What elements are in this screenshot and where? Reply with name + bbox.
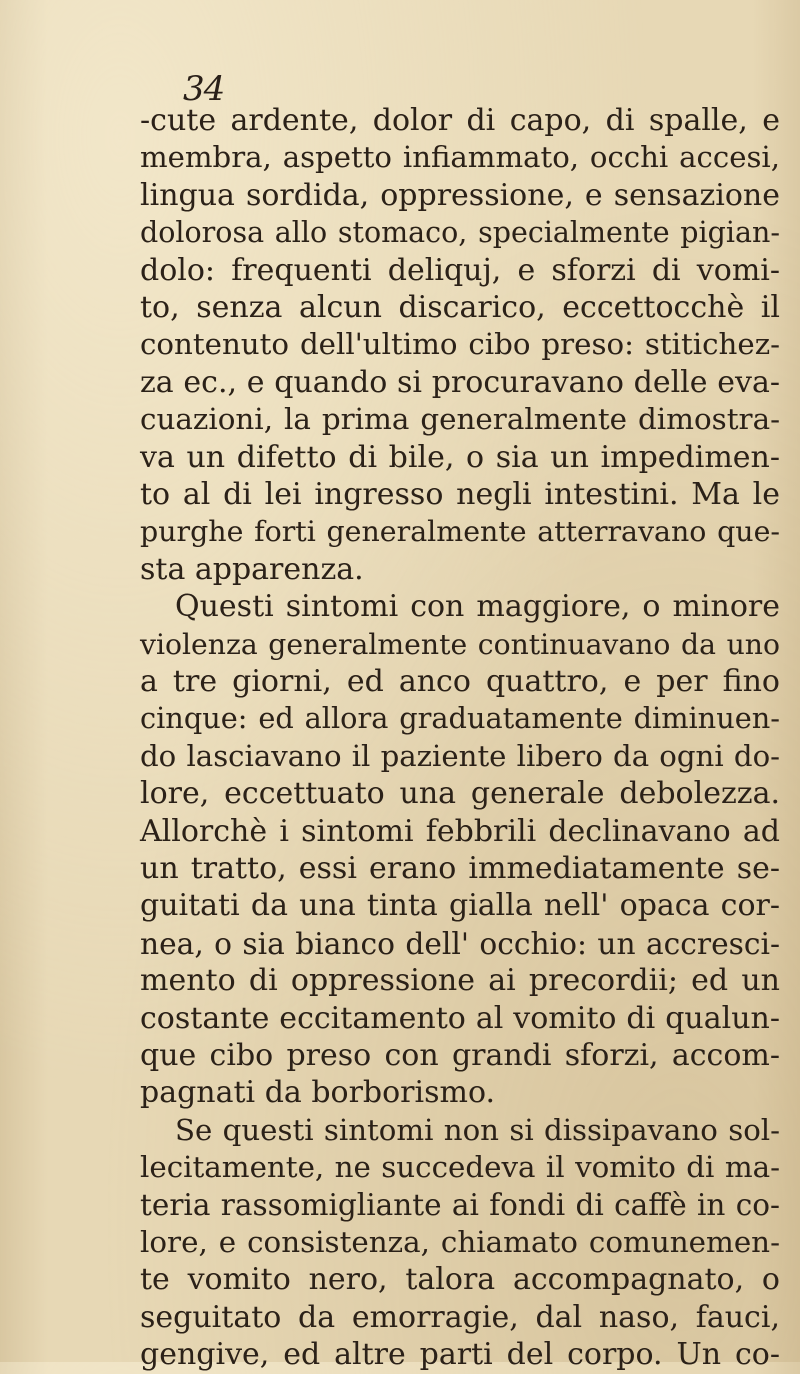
text-line: dolorosa allo stomaco, specialmente pigian- [140, 216, 780, 250]
text-line: gengive, ed altre parti del corpo. Un co- [140, 1337, 780, 1373]
text-line: cuazioni, la prima generalmente dimostra- [140, 402, 780, 437]
text-line: te vomito nero, talora accompagnato, o [140, 1262, 780, 1298]
text-line: teria rassomigliante ai fondi di caffè in co- [140, 1187, 780, 1222]
text-line: lore, e consistenza, chiamato comunemen- [140, 1225, 780, 1259]
text-line: mento di oppressione ai precordii; ed un [140, 963, 780, 999]
text-line: Allorchè i sintomi febbrili declinavano ad [140, 813, 780, 849]
text-line: guitati da una tinta gialla nell' opaca cor- [140, 888, 780, 924]
text-line: do lasciavano il paziente libero da ogni do- [140, 738, 780, 773]
text-line: membra, aspetto infiammato, occhi accesi, [140, 140, 780, 175]
text-line: nea, o sia bianco dell' occhio: un accresci- [140, 925, 780, 961]
text-line: violenza generalmente continuavano da uno [140, 627, 780, 661]
text-line: seguitato da emorragie, dal naso, fauci, [140, 1299, 780, 1335]
text-line: cinque: ed allora graduatamente diminuen- [140, 701, 780, 736]
text-line: za ec., e quando si procuravano delle eva- [140, 364, 780, 400]
text-line: lore, eccettuato una generale debolezza. [140, 776, 780, 812]
text-line: to, senza alcun discarico, eccettocchè il [140, 290, 780, 325]
text-line: dolo: frequenti deliquj, e sforzi di vomi- [140, 252, 780, 288]
text-line: lingua sordida, oppressione, e sensazione [140, 177, 780, 213]
text-line: to al di lei ingresso negli intestini. Ma le [140, 477, 780, 512]
text-line: que cibo preso con grandi sforzi, accom- [140, 1038, 780, 1073]
text-line: va un difetto di bile, o sia un impedimen- [140, 439, 780, 475]
text-line: lecitamente, ne succedeva il vomito di ma- [140, 1150, 780, 1185]
text-line: -cute ardente, dolor di capo, di spalle, e [140, 103, 780, 138]
text-line: un tratto, essi erano immediatamente se- [140, 851, 780, 886]
page-number: 34 [183, 69, 225, 109]
text-line: a tre giorni, ed anco quattro, e per fino [140, 664, 780, 699]
text-line: contenuto dell'ultimo cibo preso: stitichez- [140, 327, 780, 362]
text-line: sta apparenza. [140, 551, 364, 587]
text-line: costante eccitamento al vomito di qualun- [140, 1000, 780, 1036]
text-line: pagnati da borborismo. [140, 1075, 496, 1111]
text-line: purghe forti generalmente atterravano que- [140, 515, 780, 549]
paragraph-first-line: Questi sintomi con maggiore, o minore [175, 589, 780, 625]
paragraph-first-line: Se questi sintomi non si dissipavano sol- [175, 1112, 780, 1147]
